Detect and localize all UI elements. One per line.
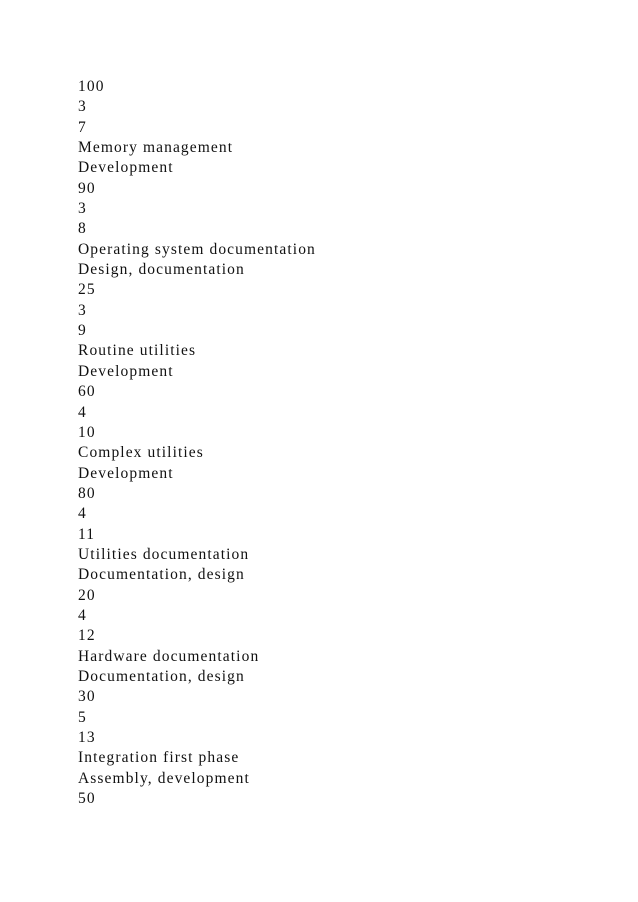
text-line: 11 [78, 525, 96, 543]
text-line: 60 [78, 383, 96, 401]
text-lines [78, 77, 316, 809]
text-line: Integration first phase [78, 749, 240, 767]
text-line: Development [78, 464, 174, 482]
text-line: 10 [78, 423, 96, 441]
text-line: Documentation, design [78, 667, 245, 685]
text-line: 50 [78, 790, 96, 808]
text-line: 4 [78, 505, 87, 523]
text-line: Assembly, development [78, 769, 250, 787]
text-line: Documentation, design [78, 566, 245, 584]
text-line: 80 [78, 484, 96, 502]
text-line: Design, documentation [78, 261, 245, 279]
text-line: 30 [78, 688, 96, 706]
text-line: Hardware documentation [78, 647, 260, 665]
text-line: Complex utilities [78, 444, 204, 462]
text-line: 3 [78, 98, 87, 116]
text-line: 8 [78, 220, 87, 238]
text-line: 20 [78, 586, 96, 604]
text-line: 9 [78, 322, 87, 340]
text-line: Operating system documentation [78, 240, 316, 258]
text-line: 90 [78, 179, 96, 197]
text-line: 12 [78, 627, 96, 645]
text-line: 3 [78, 200, 87, 218]
text-line: Development [78, 362, 174, 380]
text-line: 5 [78, 708, 87, 726]
text-line: Memory management [78, 139, 234, 157]
text-line: 7 [78, 118, 87, 136]
text-line: Development [78, 159, 174, 177]
text-line: 25 [78, 281, 96, 299]
text-line: 100 [78, 78, 105, 95]
text-line: 4 [78, 403, 87, 421]
text-line: 13 [78, 729, 96, 746]
text-line: Utilities documentation [78, 545, 250, 563]
text-line: 3 [78, 301, 87, 319]
text-line: 4 [78, 606, 87, 624]
text-line: Routine utilities [78, 342, 197, 360]
